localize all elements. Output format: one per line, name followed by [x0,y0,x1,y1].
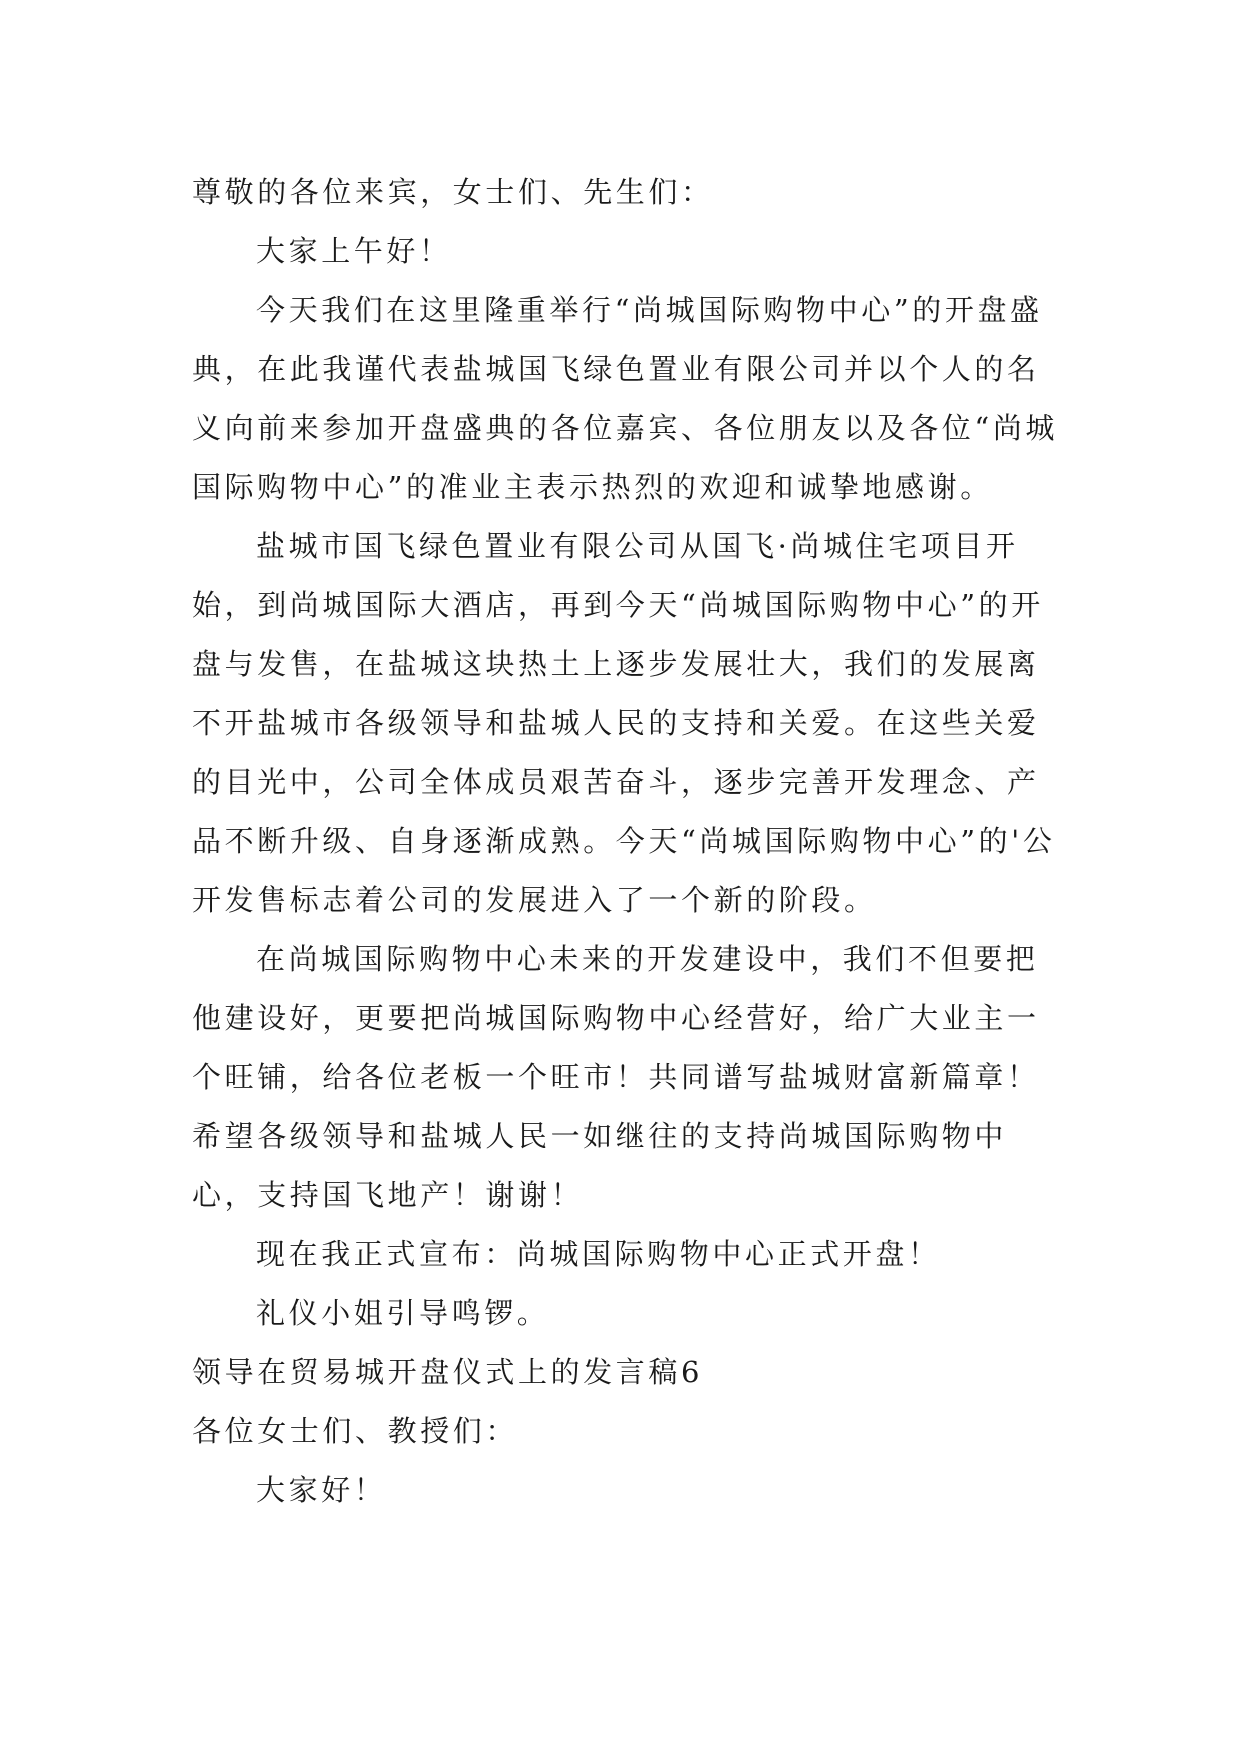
salutation: 尊敬的各位来宾，女士们、先生们： [192,175,714,209]
paragraph-future: 在尚城国际购物中心未来的开发建设中，我们不但要把他建设好，更要把尚城国际购物中心经营好，给广大业主一个旺铺，给各位老板一个旺市！共同谱写盐城财富新篇章！希望各级领导和盐城人民一如继往的支持尚城国际购物中心，支持国飞地产！谢谢！ [192,942,1040,1212]
section-heading: 领导在贸易城开盘仪式上的发言稿6 [192,1355,704,1389]
paragraph-opening: 今天我们在这里隆重举行“尚城国际购物中心”的开盘盛典，在此我谨代表盐城国飞绿色置业有限公司并以个人的名义向前来参加开盘盛典的各位嘉宾、各位朋友以及各位“尚城国际购物中心”的准业主表示热烈的欢迎和诚挚地感谢。 [192,293,1059,504]
greeting: 大家上午好！ [256,234,452,268]
paragraph-company: 盐城市国飞绿色置业有限公司从国飞·尚城住宅项目开始，到尚城国际大酒店，再到今天“尚城国际购物中心”的开盘与发售，在盐城这块热土上逐步发展壮大，我们的发展离不开盐城市各级领导和盐城人民的支持和关爱。在这些关爱的目光中，公司全体成员艰苦奋斗，逐步完善开发理念、产品不断升级、自身逐渐成熟。今天“尚城国际购物中心”的'公开发售标志着公司的发展进入了一个新的阶段。 [192,529,1056,917]
paragraph-gong: 礼仪小姐引导鸣锣。 [256,1296,550,1330]
paragraph-announcement: 现在我正式宣布：尚城国际购物中心正式开盘！ [256,1237,941,1271]
greeting-2: 大家好！ [256,1473,387,1507]
document-body [192,163,1062,1520]
salutation-2: 各位女士们、教授们： [192,1414,519,1448]
